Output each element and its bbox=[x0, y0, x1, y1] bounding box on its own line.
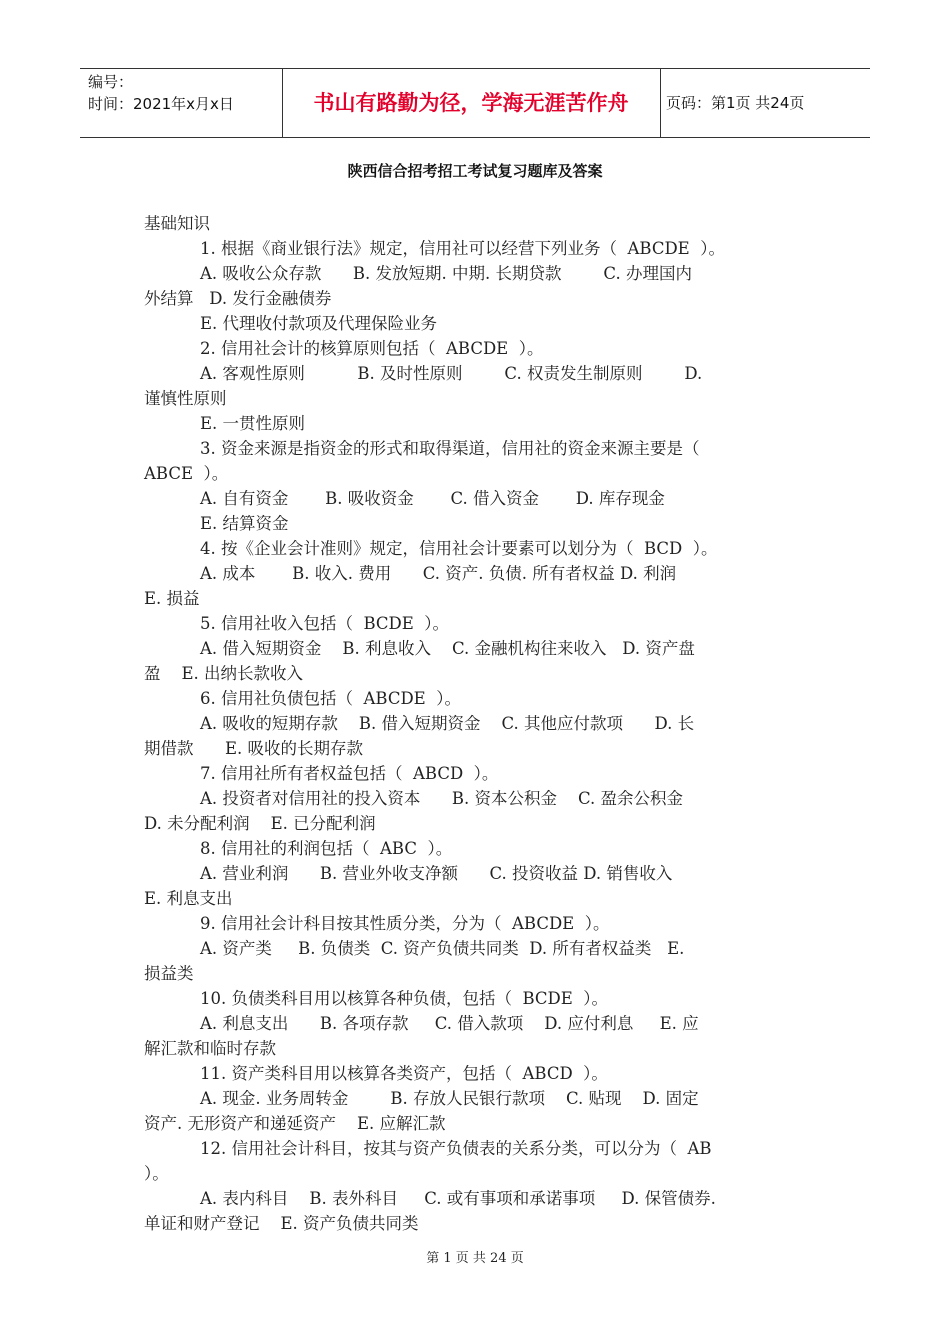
section-heading: 基础知识 bbox=[144, 214, 210, 233]
question-12-options: A. 表内科目 B. 表外科目 C. 或有事项和承诺事项 D. 保管债券. bbox=[200, 1189, 716, 1208]
question-10: 10. 负债类科目用以核算各种负债，包括（ BCDE ）。 bbox=[200, 989, 609, 1008]
question-9-options-cont: 损益类 bbox=[144, 964, 194, 983]
question-5: 5. 信用社收入包括（ BCDE ）。 bbox=[200, 614, 450, 633]
question-8-options: A. 营业利润 B. 营业外收支净额 C. 投资收益 D. 销售收入 bbox=[200, 864, 673, 883]
header-page-info: 页码：第1页 共24页 bbox=[666, 94, 805, 112]
number-label: 编号： bbox=[88, 73, 134, 91]
question-4-options-cont: E. 损益 bbox=[144, 589, 200, 608]
question-8: 8. 信用社的利润包括（ ABC ）。 bbox=[200, 839, 453, 858]
question-7-options: A. 投资者对信用社的投入资本 B. 资本公积金 C. 盈余公积金 bbox=[200, 789, 683, 808]
question-8-options-cont: E. 利息支出 bbox=[144, 889, 233, 908]
question-5-options-cont: 盈 E. 出纳长款收入 bbox=[144, 664, 304, 683]
question-3: 3. 资金来源是指资金的形式和取得渠道，信用社的资金来源主要是（ bbox=[200, 439, 700, 458]
header-motto: 书山有路勤为径，学海无涯苦作舟 bbox=[282, 69, 661, 137]
question-2-options: A. 客观性原则 B. 及时性原则 C. 权责发生制原则 D. bbox=[200, 364, 703, 383]
question-10-options-cont: 解汇款和临时存款 bbox=[144, 1039, 276, 1058]
question-11-options: A. 现金. 业务周转金 B. 存放人民银行款项 C. 贴现 D. 固定 bbox=[200, 1089, 699, 1108]
question-2-options-cont: 谨慎性原则 bbox=[144, 389, 227, 408]
header-left-cell bbox=[80, 69, 283, 137]
question-5-options: A. 借入短期资金 B. 利息收入 C. 金融机构往来收入 D. 资产盘 bbox=[200, 639, 695, 658]
question-2: 2. 信用社会计的核算原则包括（ ABCDE ）。 bbox=[200, 339, 544, 358]
question-1-options: A. 吸收公众存款 B. 发放短期. 中期. 长期贷款 C. 办理国内 bbox=[200, 264, 692, 283]
question-12-cont: ）。 bbox=[144, 1164, 169, 1183]
question-4: 4. 按《企业会计准则》规定，信用社会计要素可以划分为（ BCD ）。 bbox=[200, 539, 718, 558]
document-title: 陕西信合招考招工考试复习题库及答案 bbox=[347, 162, 603, 180]
question-7-options-cont: D. 未分配利润 E. 已分配利润 bbox=[144, 814, 376, 833]
question-3-cont: ABCE ）。 bbox=[144, 464, 229, 483]
question-1-option-e: E. 代理收付款项及代理保险业务 bbox=[200, 314, 438, 333]
question-9-options: A. 资产类 B. 负债类 C. 资产负债共同类 D. 所有者权益类 E. bbox=[200, 939, 685, 958]
question-1-options-cont: 外结算 D. 发行金融债券 bbox=[144, 289, 332, 308]
question-10-options: A. 利息支出 B. 各项存款 C. 借入款项 D. 应付利息 E. 应 bbox=[200, 1014, 699, 1033]
question-11-options-cont: 资产. 无形资产和递延资产 E. 应解汇款 bbox=[144, 1114, 446, 1133]
question-7: 7. 信用社所有者权益包括（ ABCD ）。 bbox=[200, 764, 499, 783]
question-2-option-e: E. 一贯性原则 bbox=[200, 414, 306, 433]
question-9: 9. 信用社会计科目按其性质分类，分为（ ABCDE ）。 bbox=[200, 914, 610, 933]
question-11: 11. 资产类科目用以核算各类资产，包括（ ABCD ）。 bbox=[200, 1064, 608, 1083]
page-footer: 第 1 页 共 24 页 bbox=[426, 1251, 524, 1266]
question-1: 1. 根据《商业银行法》规定，信用社可以经营下列业务（ ABCDE ）。 bbox=[200, 239, 725, 258]
page-header bbox=[80, 68, 870, 138]
question-12: 12. 信用社会计科目，按其与资产负债表的关系分类，可以分为（ AB bbox=[200, 1139, 712, 1158]
question-4-options: A. 成本 B. 收入. 费用 C. 资产. 负债. 所有者权益 D. 利润 bbox=[200, 564, 677, 583]
question-6-options-cont: 期借款 E. 吸收的长期存款 bbox=[144, 739, 364, 758]
question-12-options-cont: 单证和财产登记 E. 资产负债共同类 bbox=[144, 1214, 419, 1233]
question-3-option-e: E. 结算资金 bbox=[200, 514, 289, 533]
question-6: 6. 信用社负债包括（ ABCDE ）。 bbox=[200, 689, 461, 708]
question-3-options: A. 自有资金 B. 吸收资金 C. 借入资金 D. 库存现金 bbox=[200, 489, 665, 508]
date-label: 时间：2021年x月x日 bbox=[88, 95, 234, 113]
question-6-options: A. 吸收的短期存款 B. 借入短期资金 C. 其他应付款项 D. 长 bbox=[200, 714, 695, 733]
